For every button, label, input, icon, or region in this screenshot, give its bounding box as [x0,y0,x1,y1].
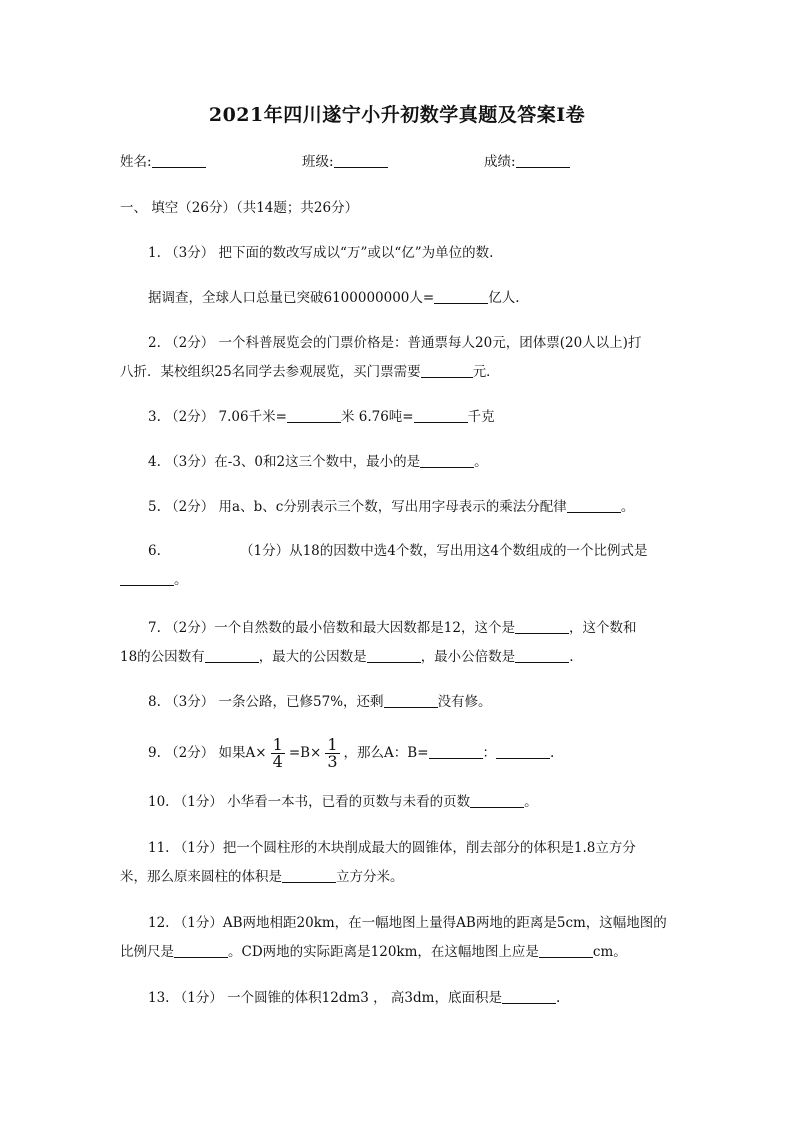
question-2: 2. （2分） 一个科普展览会的门票价格是：普通票每人20元，团体票(20人以上)打 [148,335,642,351]
answer-blank[interactable] [367,648,421,663]
answer-blank[interactable] [282,868,336,883]
answer-blank[interactable] [567,498,621,513]
question-12: 12. （1分）AB两地相距20km，在一幅地图上量得AB两地的距离是5cm，这幅地图的 [148,915,667,931]
question-6-line2: 。 [120,570,188,590]
question-3: 3. （2分） 7.06千米= 米 6.76吨= 千克 [148,409,495,425]
question-7-line2: 18的公因数有 ，最大的公因数是 ，最小公倍数是 . [120,649,574,665]
question-7: 7. （2分）一个自然数的最小倍数和最大因数都是12，这个是 ，这个数和 [148,620,637,636]
question-8: 8. （3分） 一条公路，已修57%，还剩 没有修。 [148,694,492,710]
answer-blank[interactable] [174,943,228,958]
answer-blank[interactable] [287,408,341,423]
question-6: 6. [148,543,161,559]
answer-blank[interactable] [515,619,569,634]
question-1-line2: 据调查，全球人口总量已突破6100000000人= 亿人. [148,290,520,306]
answer-blank[interactable] [496,744,550,759]
score-blank[interactable] [516,153,570,168]
question-2-line2: 八折．某校组织25名同学去参观展览，买门票需要 元． [120,364,500,380]
section-heading: 一、 填空（26分）（共14题；共26分） [120,200,359,216]
answer-blank[interactable] [470,793,524,808]
score-label: 成绩: [484,154,516,170]
answer-blank[interactable] [502,989,556,1004]
answer-blank[interactable] [384,693,438,708]
question-11: 11. （1分）把一个圆柱形的木块削成最大的圆锥体，削去部分的体积是1.8立方分 [148,840,636,856]
answer-blank[interactable] [515,648,569,663]
answer-blank[interactable] [421,363,473,378]
question-13: 13. （1分） 一个圆锥的体积12dm3 ， 高3dm，底面积是 . [148,990,561,1006]
name-label: 姓名: [120,154,152,170]
name-field [120,150,206,170]
question-11-line2: 米，那么原来圆柱的体积是 立方分米。 [120,869,404,885]
question-12-line2: 比例尺是 。CD两地的实际距离是120km，在这幅地图上应是 cm。 [120,944,627,960]
question-10: 10. （1分） 小华看一本书，已看的页数与未看的页数 。 [148,794,538,810]
name-blank[interactable] [152,153,206,168]
question-5: 5. （2分） 用a、b、c分别表示三个数，写出用字母表示的乘法分配律 。 [148,499,635,515]
question-1: 1. （3分） 把下面的数改写成以“万”或以“亿”为单位的数. [148,245,494,261]
answer-blank[interactable] [434,289,488,304]
answer-blank[interactable] [429,744,483,759]
class-label: 班级: [302,154,334,170]
answer-blank[interactable] [539,943,593,958]
score-field [484,150,570,170]
answer-blank[interactable] [420,453,474,468]
fraction-one-third: $\frac{1}{3}$ [327,735,338,771]
page-title: 2021年四川遂宁小升初数学真题及答案Ⅰ卷 [208,104,586,126]
class-field [302,150,388,170]
question-6-text: （1分）从18的因数中选4个数，写出用这4个数组成的一个比例式是 [240,543,648,559]
question-9: 9. （2分） 如果A× $\frac{1}{4}$ =B× $\frac{1}{3}$ ，那么A：B= ： . [148,735,555,771]
fraction-one-quarter: $\frac{1}{4}$ [272,735,283,771]
answer-blank[interactable] [120,571,174,586]
class-blank[interactable] [334,153,388,168]
answer-blank[interactable] [205,648,259,663]
question-4: 4. （3分）在-3、0和2这三个数中，最小的是 。 [148,454,488,470]
answer-blank[interactable] [414,408,468,423]
